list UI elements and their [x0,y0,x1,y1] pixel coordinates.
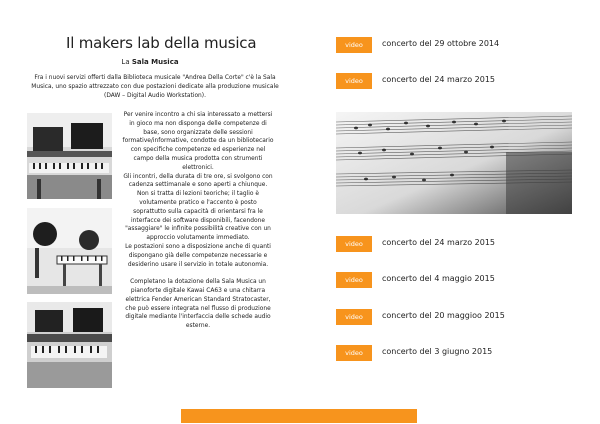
studio-photo-3 [27,302,112,388]
concert-label: concerto del 3 giugno 2015 [382,347,493,356]
concert-label: concerto del 24 marzo 2015 [382,238,496,247]
page-title [66,34,256,52]
studio-photo-1 [27,113,112,199]
concert-label: concerto del 20 maggioo 2015 [382,311,505,320]
video-row [336,272,576,288]
title-light: Il makers lab [66,34,160,52]
sheet-music-photo [336,112,572,214]
video-button[interactable]: video [336,37,372,53]
body-paragraph: Per venire incontro a chi sia interessato a mettersi in gioco ma non disponga delle competenze di base, sono organizzate delle sessioni formative/informative, condotte da un bibliotecario con specifiche competenze ed esperienze nel campo della musica prodotta con strumenti elettronici. [122,112,274,171]
video-button[interactable]: video [336,236,372,252]
video-button[interactable]: video [336,309,372,325]
bottom-accent-bar [181,409,417,423]
subtitle-prefix: La [121,58,130,66]
video-row [336,236,576,252]
video-row [336,37,576,53]
title-bold: della musica [164,34,257,52]
concert-label: concerto del 29 ottobre 2014 [382,39,500,48]
video-row [336,345,576,361]
video-button[interactable]: video [336,345,372,361]
video-button[interactable]: video [336,272,372,288]
body-text [122,111,274,331]
video-button[interactable]: video [336,73,372,89]
subtitle-bold: Sala Musica [131,58,179,66]
section-subtitle [0,58,300,66]
body-paragraph: Gli incontri, della durata di tre ore, si svolgono con cadenza settimanale e sono aperti a chiunque. Non si tratta di lezioni teoriche; il taglio è volutamente pratico e l'accento è posto soprattutto sulla capacità di orientarsi fra le interfacce dei software disponibili, facendone "assaggiare" le infinite possibilità creative con un approccio volutamente immediato. [123,173,273,242]
body-paragraph: Completano la dotazione della Sala Musica un pianoforte digitale Kawai CA63 e una chitarra elettrica Fender American Standard Stratocaster, che può essere integrata nel flusso di produzione digitale mediante l'interfaccia delle schede audio esterne. [125,279,271,330]
video-row [336,309,576,325]
studio-photo-2 [27,208,112,294]
video-row [336,73,576,89]
body-paragraph: Le postazioni sono a disposizione anche di quanti dispongano già delle competenze necessarie e desiderino usare il servizio in totale autonomia. [125,243,271,268]
concert-label: concerto del 24 marzo 2015 [382,75,496,84]
intro-paragraph: Fra i nuovi servizi offerti dalla Biblioteca musicale "Andrea Della Corte" c'è la Sala Musica, uno spazio attrezzato con due postazioni dedicate alla produzione musicale (DAW – Digital Audio Workstation). [31,75,279,99]
concert-label: concerto del 4 maggio 2015 [382,274,495,283]
